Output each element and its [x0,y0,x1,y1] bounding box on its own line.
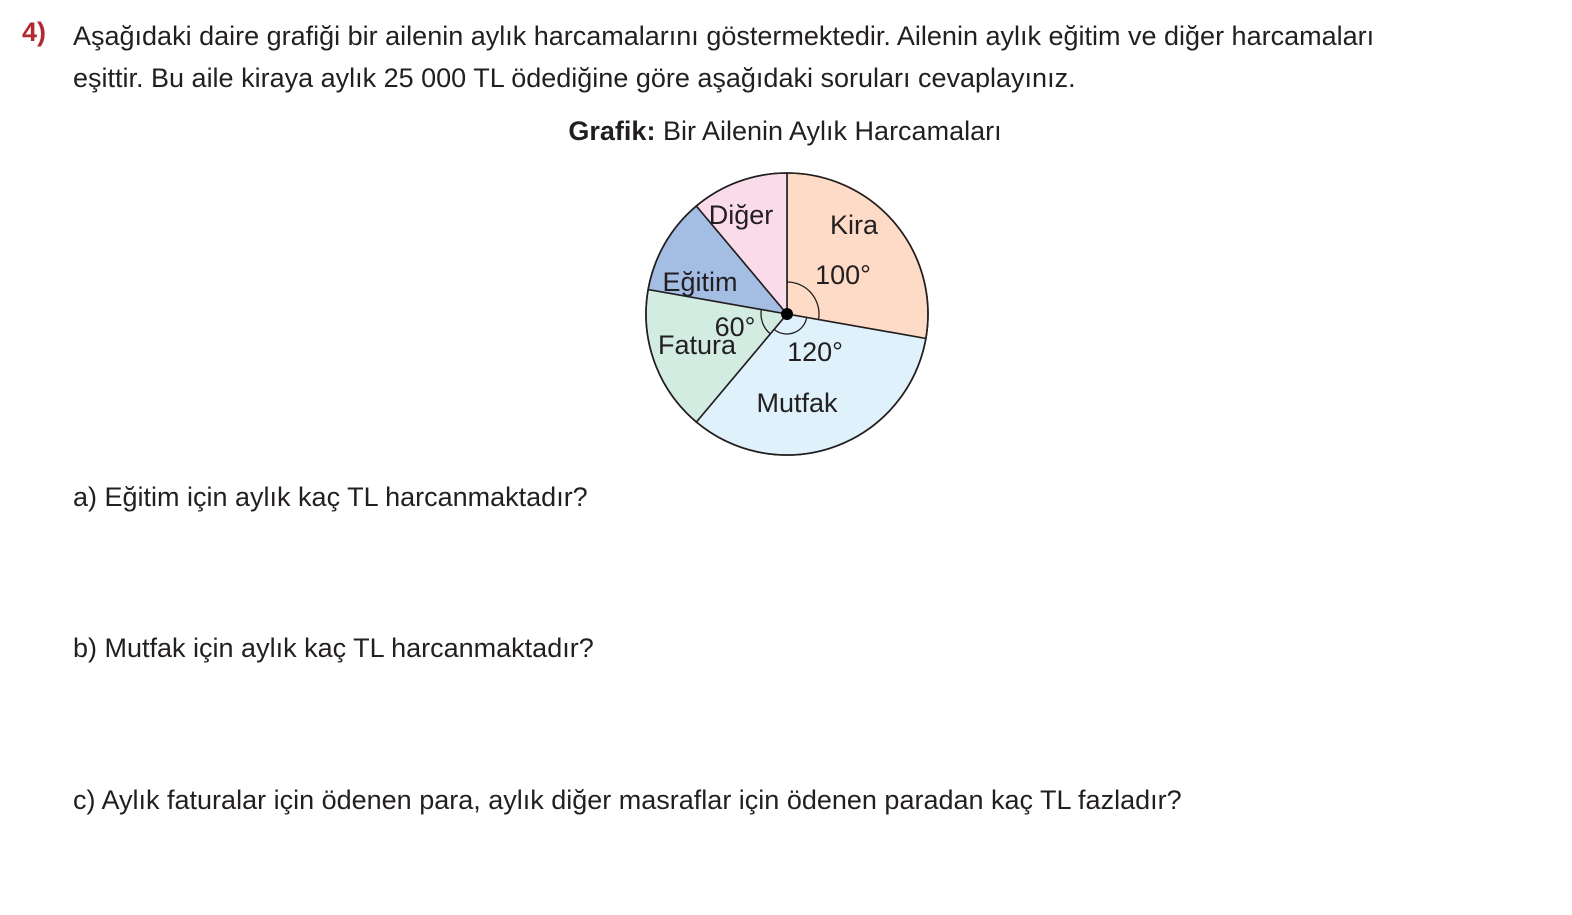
angle-label-fatura: 60° [714,312,756,342]
pie-center-dot [781,308,793,320]
chart-title [0,116,1570,147]
angle-label-mutfak: 120° [787,337,843,367]
slice-label-kira: Kira [829,210,879,240]
sub-question-b: b) Mutfak için aylık kaç TL harcanmaktadır? [73,633,594,663]
sub-question-a: a) Eğitim için aylık kaç TL harcanmaktadır? [73,482,588,512]
question-text-line-2: eşittir. Bu aile kiraya aylık 25 000 TL ödediğine göre aşağıdaki soruları cevaplayınız. [73,63,1076,93]
question-text [73,15,1553,99]
sub-question-c: c) Aylık faturalar için ödenen para, aylık diğer masraflar için ödenen paradan kaç TL fazladır? [73,785,1182,815]
angle-label-kira: 100° [815,260,871,290]
pie-slice-kira [787,173,928,338]
question-text-line-1: Aşağıdaki daire grafiği bir ailenin aylık harcamalarını göstermektedir. Ailenin aylık eğitim ve diğer harcamaları [73,21,1375,51]
pie-chart [600,160,970,470]
slice-label-diger: Diğer [708,200,774,230]
chart-title-text: Bir Ailenin Aylık Harcamaları [662,116,1002,146]
slice-label-fatura: Fatura [657,330,737,360]
chart-title-prefix: Grafik: [568,116,656,146]
slice-label-mutfak: Mutfak [756,388,838,418]
slice-label-egitim: Eğitim [662,267,738,297]
question-number: 4) [22,17,47,47]
